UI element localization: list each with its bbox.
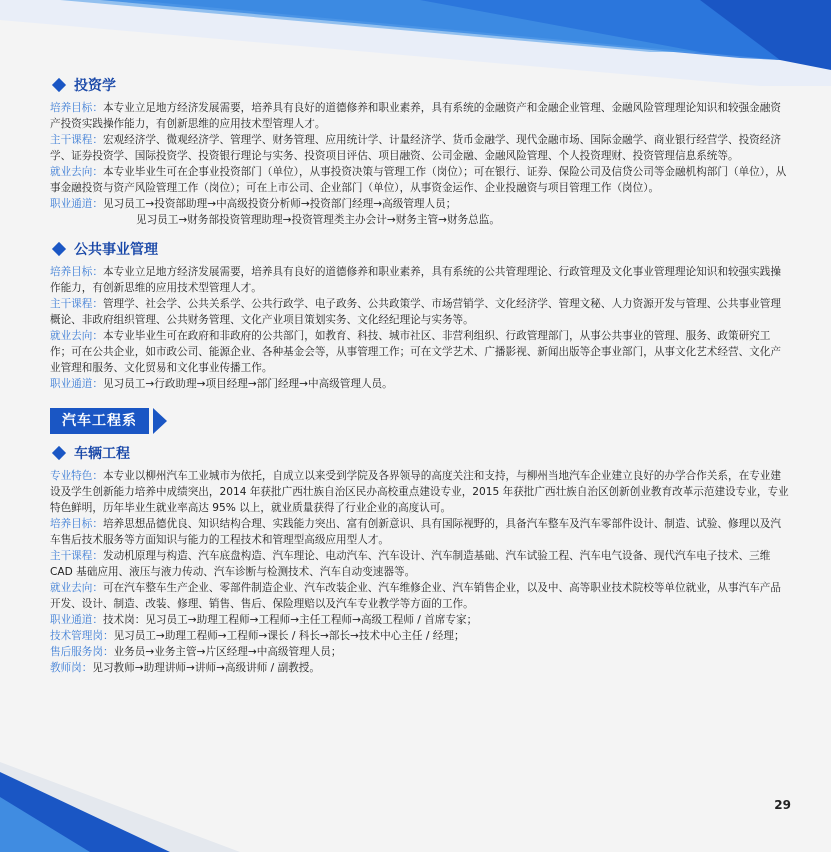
info-row [50,548,790,580]
department-banner [50,408,790,434]
info-row [50,644,790,660]
section-investment [50,74,790,228]
info-row [50,328,790,376]
row-text: 见习员工→助理工程师→工程师→课长 / 科长→部长→技术中心主任 / 经理； [113,630,465,642]
section-heading [50,442,790,464]
row-text: 见习员工→财务部投资管理助理→投资管理类主办会计→财务主管→财务总监。 [136,214,500,226]
row-text: 发动机原理与构造、汽车底盘构造、汽车理论、电动汽车、汽车设计、汽车制造基础、汽车试验工程、汽车电气设备、现代汽车电子技术、三维 CAD 基础应用、液压与液力传动、汽车诊断与检测技术、汽车自动变速器等。 [50,550,771,578]
section-heading [50,74,790,96]
row-label: 职业通道： [50,378,103,390]
row-text: 可在汽车整车生产企业、零部件制造企业、汽车改装企业、汽车维修企业、汽车销售企业，以及中、高等职业技术院校等单位就业，从事汽车产品开发、设计、制造、改装、修理、销售、售后、保险理赔以及汽车专业教学等方面的工作。 [50,582,781,610]
diamond-bullet-icon [52,446,66,460]
section-vehicle-engineering [50,442,790,676]
info-row [50,196,790,212]
arrow-right-icon [153,408,167,434]
row-label: 职业通道： [50,614,103,626]
info-row [50,660,790,676]
row-label: 就业去向： [50,582,103,594]
row-text: 业务员→业务主管→片区经理→中高级管理人员； [113,646,342,658]
row-label: 教师岗： [50,662,93,674]
row-label: 主干课程： [50,134,103,146]
row-label: 售后服务岗： [50,646,114,658]
diamond-bullet-icon [52,78,66,92]
department-title: 汽车工程系 [50,408,149,434]
row-label: 专业特色： [50,470,103,482]
info-row [50,516,790,548]
section-title: 投资学 [74,78,116,94]
row-label: 培养目标： [50,102,103,114]
row-text: 见习教师→助理讲师→讲师→高级讲师 / 副教授。 [92,662,320,674]
row-text: 管理学、社会学、公共关系学、公共行政学、电子政务、公共政策学、市场营销学、文化经济学、管理文秘、人力资源开发与管理、公共事业管理概论、非政府组织管理、公共财务管理、文化产业项目策划实务、文化经纪理论与实务等。 [50,298,781,326]
info-row [50,296,790,328]
row-label: 主干课程： [50,298,103,310]
info-row [50,264,790,296]
info-row [50,132,790,164]
row-label: 主干课程： [50,550,103,562]
row-text: 见习员工→行政助理→项目经理→部门经理→中高级管理人员。 [102,378,393,390]
page-number: 29 [774,798,791,812]
row-label: 职业通道： [50,198,103,210]
row-text: 本专业毕业生可在企事业投资部门（单位），从事投资决策与管理工作（岗位）；可在银行、证券、保险公司及信贷公司等金融机构部门（单位），从事金融投资与资产风险管理工作（岗位）；可在上市公司、企业部门（单位），从事资金运作、企业投融资与项目管理工作（岗位）。 [50,166,787,194]
row-text: 本专业立足地方经济发展需要，培养具有良好的道德修养和职业素养，具有系统的金融资产和金融企业管理、金融风险管理理论知识和较强金融资产投资实践操作能力，有创新思维的应用技术型管理人才。 [50,102,781,130]
section-public-administration [50,238,790,392]
diamond-bullet-icon [52,242,66,256]
row-label: 就业去向： [50,166,103,178]
row-text: 本专业立足地方经济发展需要，培养具有良好的道德修养和职业素养，具有系统的公共管理理论、行政管理及文化事业管理理论知识和较强实践操作能力，有创新思维的应用技术型管理人才。 [50,266,781,294]
footer-decoration [0,742,831,852]
info-row [50,100,790,132]
info-row-continued [50,212,790,228]
row-label: 培养目标： [50,518,103,530]
row-text: 技术岗：见习员工→助理工程师→工程师→主任工程师→高级工程师 / 首席专家； [102,614,478,626]
section-heading [50,238,790,260]
row-label: 就业去向： [50,330,103,342]
row-label: 培养目标： [50,266,103,278]
info-row [50,612,790,628]
row-text: 培养思想品德优良、知识结构合理、实践能力突出、富有创新意识、具有国际视野的，具备汽车整车及汽车零部件设计、制造、试验、修理以及汽车售后技术服务等方面知识与能力的工程技术和管理型高级应用型人才。 [50,518,781,546]
info-row [50,580,790,612]
row-label: 技术管理岗： [50,630,114,642]
row-text: 本专业毕业生可在政府和非政府的公共部门，如教育、科技、城市社区、非营利组织、行政管理部门，从事公共事业的管理、服务、政策研究工作；可在公共企业，如市政公司、能源企业、各种基金会等，从事管理工作；可在文学艺术、广播影视、新闻出版等企事业部门，从事文化艺术经营、文化产业管理和服务、文化贸易和文化事业传播工作。 [50,330,781,374]
row-text: 本专业以柳州汽车工业城市为依托，自成立以来受到学院及各界领导的高度关注和支持，与柳州当地汽车企业建立良好的办学合作关系，在专业建设及学生创新能力培养中成绩突出，2014 年获批广西壮族自治区民办高校重点建设专业，2015 年获批广西壮族自治区创新创业教育改革示范建设专业，专业特色鲜明，历年毕业生就业率高达 95% 以上，就业质量获得了行业企业的高度认可。 [50,470,789,514]
row-text: 宏观经济学、微观经济学、管理学、财务管理、应用统计学、计量经济学、货币金融学、现代金融市场、国际金融学、商业银行经营学、投资经济学、证券投资学、国际投资学、投资银行理论与实务、投资项目评估、项目融资、公司金融、金融风险管理、个人投资理财、投资管理信息系统等。 [50,134,781,162]
section-title: 公共事业管理 [74,242,158,258]
info-row [50,468,790,516]
page-content [50,74,790,686]
section-title: 车辆工程 [74,446,130,462]
row-text: 见习员工→投资部助理→中高级投资分析师→投资部门经理→高级管理人员； [102,198,457,210]
info-row [50,164,790,196]
info-row [50,628,790,644]
info-row [50,376,790,392]
